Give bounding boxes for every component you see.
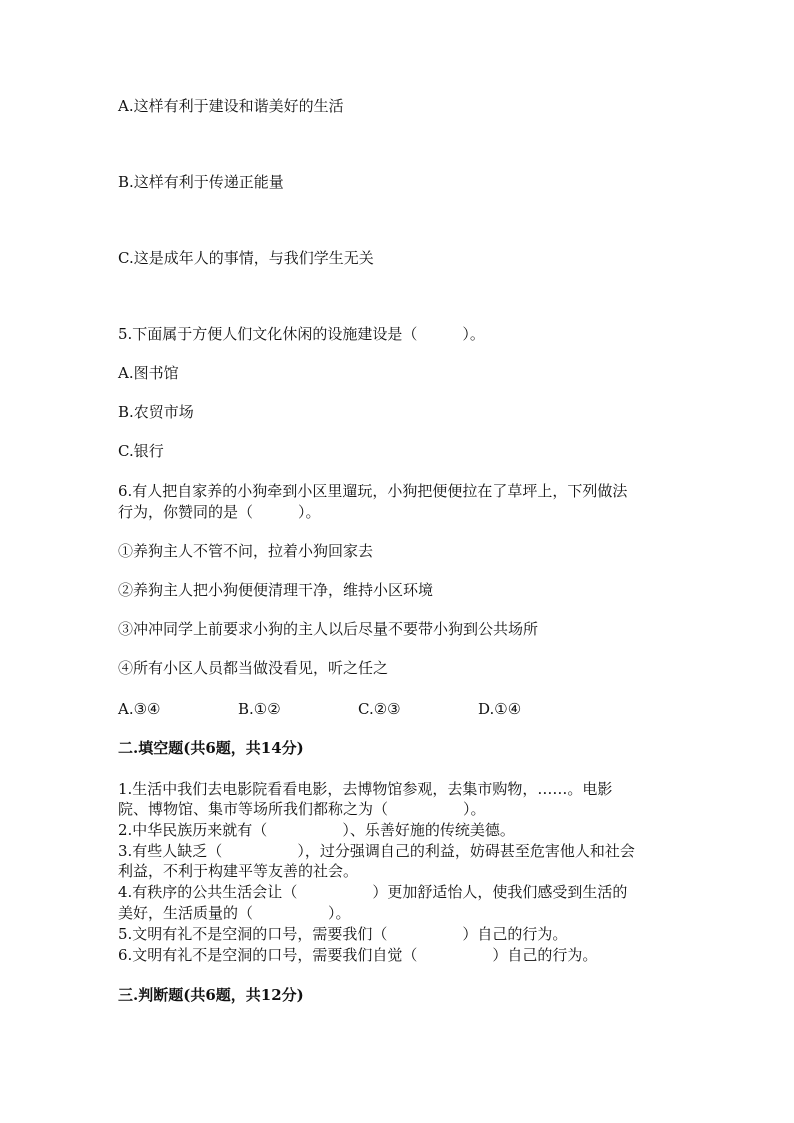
q6-item-1: ①养狗主人不管不问，拉着小狗回家去: [118, 542, 374, 560]
q6-option-a: A.③④: [118, 700, 161, 718]
q6-option-d: D.①④: [478, 700, 522, 718]
q6-option-c: C.②③: [358, 700, 401, 718]
q5-option-c: C.银行: [118, 442, 164, 460]
fill-q1-line2: 院、博物馆、集市等场所我们都称之为（ ）。: [118, 800, 486, 818]
q5-stem: 5.下面属于方便人们文化休闲的设施建设是（ ）。: [118, 325, 485, 343]
fill-q4-line2: 美好，生活质量的（ ）。: [118, 904, 351, 922]
section2-title: 二.填空题(共6题，共14分): [118, 739, 304, 757]
q5-option-a: A.图书馆: [118, 364, 179, 382]
fill-q1-line1: 1.生活中我们去电影院看看电影，去博物馆参观，去集市购物，……。电影: [118, 780, 613, 798]
fill-q5: 5.文明有礼不是空洞的口号，需要我们（ ）自己的行为。: [118, 925, 568, 943]
section3-title: 三.判断题(共6题，共12分): [118, 986, 304, 1004]
q6-item-3: ③冲冲同学上前要求小狗的主人以后尽量不要带小狗到公共场所: [118, 620, 539, 638]
q4-option-a: A.这样有利于建设和谐美好的生活: [118, 97, 344, 115]
q4-option-b: B.这样有利于传递正能量: [118, 173, 284, 191]
q6-stem-line1: 6.有人把自家养的小狗牵到小区里遛玩，小狗把便便拉在了草坪上，下列做法: [118, 482, 628, 500]
q4-option-c: C.这是成年人的事情，与我们学生无关: [118, 249, 374, 267]
fill-q2: 2.中华民族历来就有（ ）、乐善好施的传统美德。: [118, 821, 515, 839]
q5-option-b: B.农贸市场: [118, 403, 194, 421]
fill-q4-line1: 4.有秩序的公共生活会让（ ）更加舒适怡人，使我们感受到生活的: [118, 883, 628, 901]
q6-option-b: B.①②: [238, 700, 281, 718]
fill-q3-line1: 3.有些人缺乏（ ），过分强调自己的利益，妨碍甚至危害他人和社会: [118, 842, 635, 860]
q6-stem-line2: 行为，你赞同的是（ ）。: [118, 503, 321, 521]
q6-item-2: ②养狗主人把小狗便便清理干净，维持小区环境: [118, 581, 434, 599]
fill-q6: 6.文明有礼不是空洞的口号，需要我们自觉（ ）自己的行为。: [118, 946, 598, 964]
q6-item-4: ④所有小区人员都当做没看见，听之任之: [118, 659, 389, 677]
fill-q3-line2: 利益，不利于构建平等友善的社会。: [118, 862, 359, 880]
